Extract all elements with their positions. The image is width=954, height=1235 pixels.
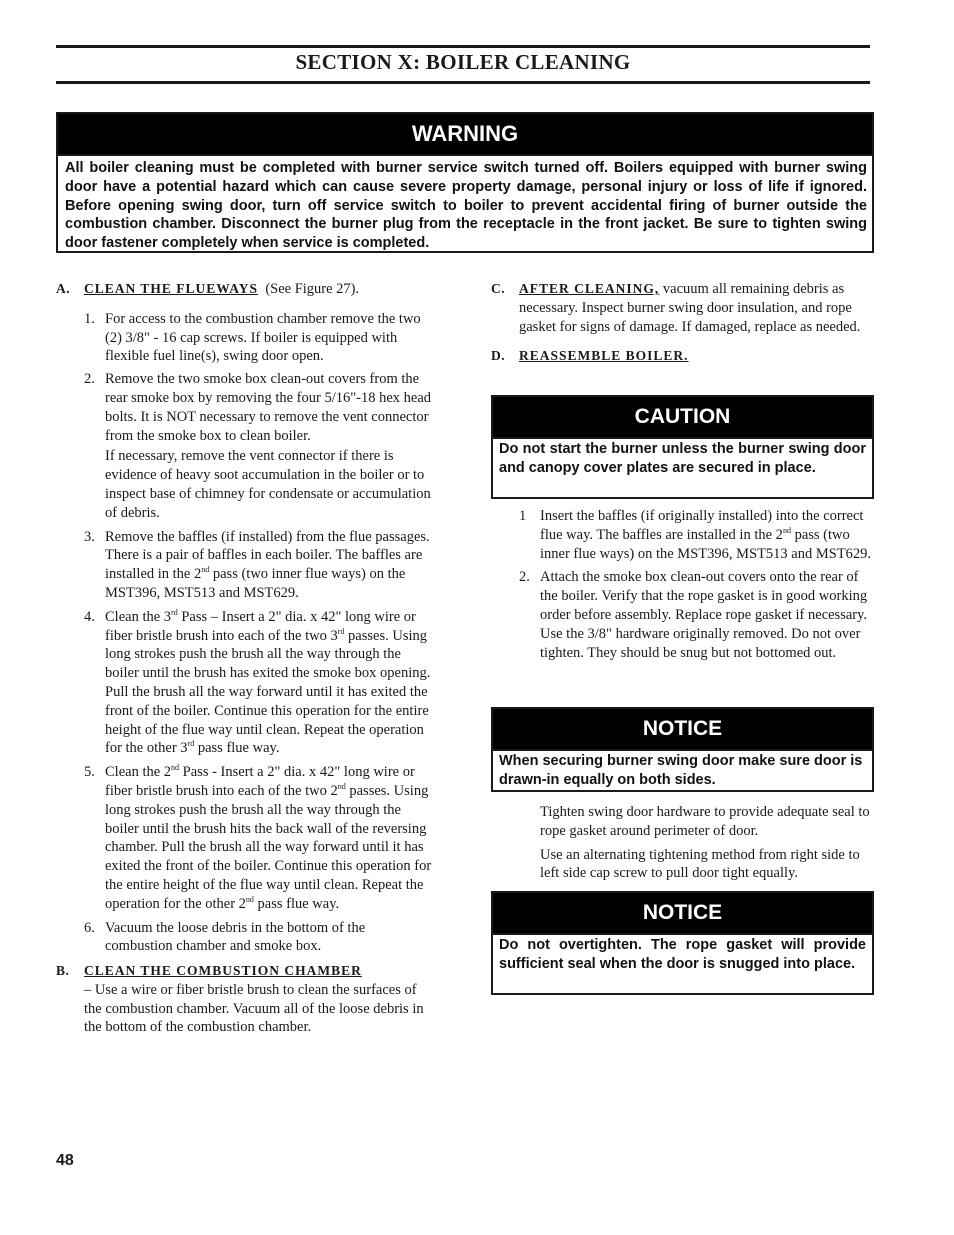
section-d-heading: REASSEMBLE BOILER. xyxy=(519,348,689,364)
step-number: 5. xyxy=(84,764,95,781)
section-b-heading: CLEAN THE COMBUSTION CHAMBER xyxy=(84,963,362,979)
right-column xyxy=(491,280,873,366)
top-rule xyxy=(56,45,870,48)
step-text: Insert the baffles (if originally installed) into the correct flue way. The baffles are installed in the 2 xyxy=(540,508,864,543)
section-b-label: B. xyxy=(56,963,70,979)
caution-title: CAUTION xyxy=(493,397,872,437)
step-number: 1. xyxy=(84,310,95,327)
section-c-heading: AFTER CLEANING, xyxy=(519,281,660,296)
tighten-instructions xyxy=(540,803,873,883)
step-text-cont: Pass – Insert a 2" dia. x 42" long wire or fiber bristle brush into each of the two 3 xyxy=(105,608,416,644)
warning-title: WARNING xyxy=(58,114,872,154)
ordinal-suffix: rd xyxy=(171,607,178,617)
notice-1-title: NOTICE xyxy=(493,709,872,749)
step-number: 6. xyxy=(84,919,95,936)
reassemble-step-2 xyxy=(491,568,873,662)
step-text: Remove the two smoke box clean-out covers from the rear smoke box by removing the four 5/16"-18 hex head bolts. It is NOT necessary to remove the vent connector from the smoke box to clean boiler. xyxy=(105,371,432,444)
section-d xyxy=(491,347,873,366)
step-text: Remove the baffles (if installed) from the flue passages. There is a pair of baffles in each boiler. The baffles are installed in the 2 xyxy=(105,528,430,583)
step-text-cont: pass (two inner flue ways) on the MST396, MST513 and MST629. xyxy=(105,566,406,601)
caution-box xyxy=(491,395,874,499)
step-text: Attach the smoke box clean-out covers onto the rear of the boiler. Verify that the rope gasket is in good working order before assembly. Replace rope gasket if necessary. Use the 3/8" hardware originally removed. Do not over tighten. They should be snug but not bottomed out. xyxy=(540,569,868,661)
warning-text: All boiler cleaning must be completed with burner service switch turned off. Boilers equipped with burner swing door have a potential hazard which can cause severe property damage, personal injury or loss of life if ignored. Before opening swing door, turn off service switch to boiler to prevent accidental firing of burner outside the combustion chamber. Disconnect the burner plug from the receptacle in the front jacket. Be sure to tighten swing door fastener completely when service is completed. xyxy=(58,154,872,253)
section-title: SECTION X: BOILER CLEANING xyxy=(295,50,631,74)
clean-step-6 xyxy=(56,919,434,957)
reassemble-steps xyxy=(491,507,873,662)
clean-step-4 xyxy=(56,608,434,758)
warning-box xyxy=(56,112,874,253)
ordinal-suffix: nd xyxy=(171,763,180,773)
section-a xyxy=(56,280,434,299)
section-d-label: D. xyxy=(491,348,506,364)
tighten-para-1: Tighten swing door hardware to provide adequate seal to rope gasket around perimeter of door. xyxy=(540,804,870,839)
ordinal-suffix: nd xyxy=(201,565,210,575)
section-c xyxy=(491,280,873,336)
clean-step-5 xyxy=(56,763,434,913)
ordinal-suffix: nd xyxy=(337,782,346,792)
left-column xyxy=(56,280,434,1037)
step-text: Vacuum the loose debris in the bottom of the combustion chamber and smoke box. xyxy=(105,919,366,955)
step-number: 4. xyxy=(84,608,95,625)
caution-text: Do not start the burner unless the burner swing door and canopy cover plates are secured in place. xyxy=(493,437,872,478)
step-text: For access to the combustion chamber remove the two (2) 3/8" - 16 cap screws. If boiler is equipped with flexible fuel line(s), swing door open. xyxy=(105,310,421,365)
notice-1-text: When securing burner swing door make sure door is drawn-in equally on both sides. xyxy=(493,749,872,790)
page-number: 48 xyxy=(56,1152,74,1169)
section-a-label: A. xyxy=(56,281,71,296)
step-text: Clean the 3 xyxy=(105,608,172,625)
clean-step-3 xyxy=(56,528,434,603)
step-text-cont: pass flue way. xyxy=(194,740,280,757)
section-a-heading: CLEAN THE FLUEWAYS xyxy=(84,281,259,296)
reassemble-step-1 xyxy=(491,507,873,563)
ordinal-suffix: rd xyxy=(187,739,195,749)
section-a-ref: (See Figure 27). xyxy=(265,281,360,297)
step-text-cont: passes. Using long strokes push the brush all the way through the boiler until the brush has exited the smoke box opening. Pull the brush all the way forward until it has exited the front of the boiler. Continue this operation for the entire height of the flue way until clean. Repeat the operation for the other 3 xyxy=(105,627,431,757)
step-note: If necessary, remove the vent connector if there is evidence of heavy soot accumulation in the boiler or to inspect base of chimney for condensate or accumulation of debris. xyxy=(105,448,431,521)
notice-box-1 xyxy=(491,707,874,792)
notice-2-title: NOTICE xyxy=(493,893,872,933)
ordinal-suffix: rd xyxy=(337,626,345,636)
step-text-cont: passes. Using long strokes push the brush all the way through the boiler until the brush hits the back wall of the reversing chamber. Pull the brush all the way forward until it has exited the front of the boiler. Continue this operation for the entire height of the flue way until clean. Repeat the operation for the other 2 xyxy=(105,782,432,912)
step-number: 1 xyxy=(519,508,527,524)
step-text: Clean the 2 xyxy=(105,764,172,781)
tighten-para-2: Use an alternating tightening method from right side to left side cap screw to pull door tight equally. xyxy=(540,846,860,882)
step-text-cont: pass (two inner flue ways) on the MST396, MST513 and MST629. xyxy=(540,526,872,562)
step-number: 3. xyxy=(84,528,95,545)
ordinal-suffix: nd xyxy=(782,525,791,535)
section-c-text: vacuum all remaining debris as necessary. Inspect burner swing door insulation, and rope gasket for signs of damage. If damaged, replace as needed. xyxy=(519,281,861,335)
step-number: 2. xyxy=(519,569,530,586)
step-text-cont: pass flue way. xyxy=(253,895,340,912)
clean-step-2 xyxy=(56,370,434,522)
step-text-cont: Pass - Insert a 2" dia. x 42" long wire or fiber bristle brush into each of the two 2 xyxy=(105,764,415,799)
title-rule xyxy=(56,81,870,84)
section-c-label: C. xyxy=(491,281,506,296)
clean-step-1 xyxy=(56,310,434,366)
notice-box-2 xyxy=(491,891,874,995)
section-b xyxy=(56,962,434,1037)
notice-2-text: Do not overtighten. The rope gasket will provide sufficient seal when the door is snugged into place. xyxy=(493,933,872,974)
ordinal-suffix: nd xyxy=(245,894,254,904)
step-number: 2. xyxy=(84,371,95,388)
section-b-text: – Use a wire or fiber bristle brush to clean the surfaces of the combustion chamber. Vacuum all of the loose debris in the bottom of the combustion chamber. xyxy=(84,981,424,1036)
